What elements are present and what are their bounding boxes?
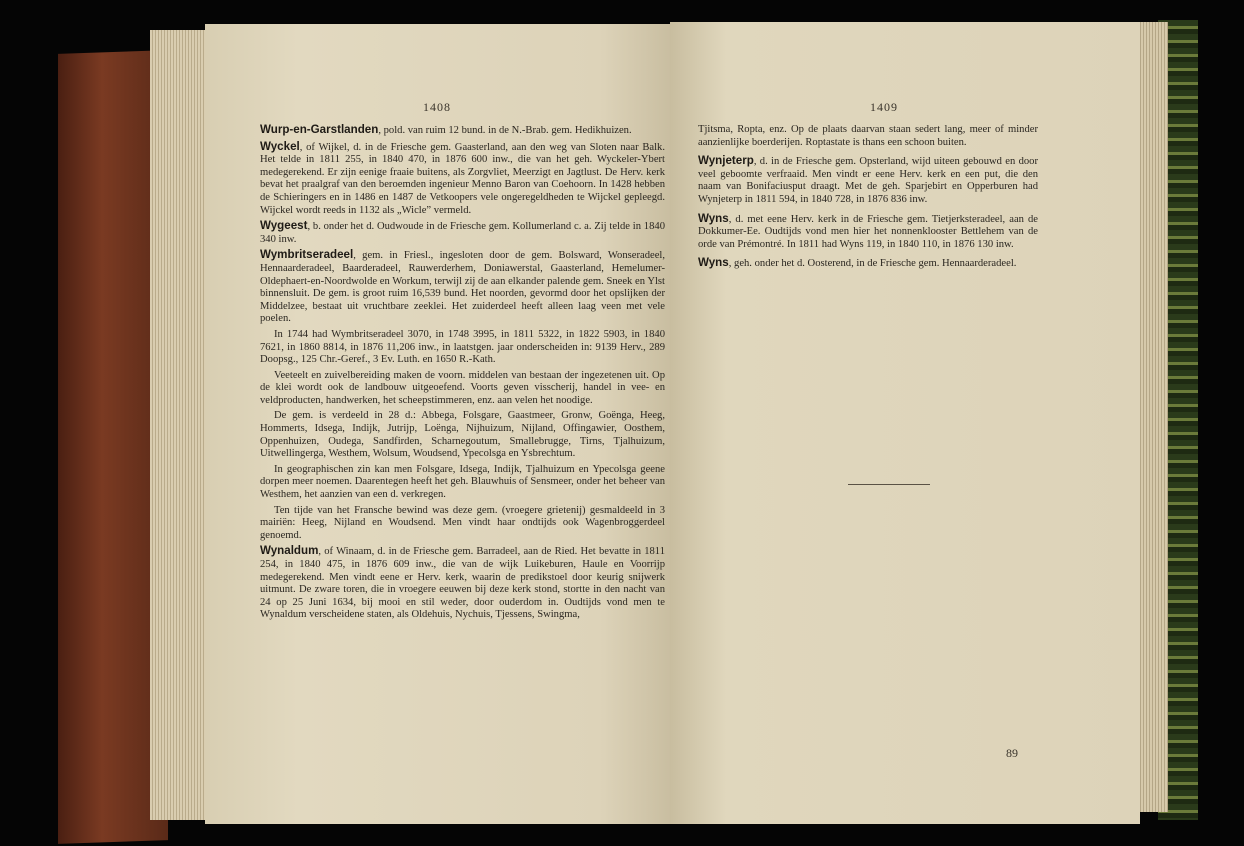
continuation-text: Tjitsma, Ropta, enz. Op de plaats daarvan staan sedert lang, meer of minder aanzienlijke boerderijen. Roptastate is thans een schoon buiten. xyxy=(698,124,1038,148)
entry-text: , gem. in Friesl., ingesloten door de gem. Bolsward, Wonseradeel, Hennaarderadeel, Baarderadeel, Rauwerderhem, Doniawerstal, Gaasterland, Hemelumer-Oldephaert-en-Noordwolde en Workum, terwijl zij de aan elkander palende gem. Sneek en Ylst binnensluit. De gem. is groot ruim 16,539 bund. Het noorden, gevormd door het opslijken der Middelzee, bestaat uit vruchtbare zeeklei. Het zuiderdeel heeft alleen laag veen met vele poelen. xyxy=(260,250,665,325)
headword: Wyns xyxy=(698,256,729,270)
left-page xyxy=(205,24,670,824)
headword: Wyckel xyxy=(260,139,300,153)
entry xyxy=(260,249,665,326)
paragraph: In geographischen zin kan men Folsgare, Idsega, Indijk, Tjalhuizum en Ypecolsga geene dorpen meer noemen. Daarentegen heeft het geh. Blauwhuis of Sensmeer, onder het beheer van Westhem, het aanzien van een d. verkregen. xyxy=(260,463,665,501)
paragraph: In 1744 had Wymbritseradeel 3070, in 1748 3995, in 1811 5322, in 1822 5903, in 1840 7621, in 1860 8814, in 1876 11,206 inw., in laatstgen. jaar onderscheiden in: 9139 Herv., 289 Doopsg., 125 Chr.-Geref., 3 Ev. Luth. en 1650 R.-Kath. xyxy=(260,328,665,366)
entry-text: , geh. onder het d. Oosterend, in de Friesche gem. Hennaarderadeel. xyxy=(728,258,1017,270)
entry-text: , pold. van ruim 12 bund. in de N.-Brab. gem. Hedikhuizen. xyxy=(378,125,632,136)
right-column xyxy=(698,124,1038,274)
headword: Wyns xyxy=(698,211,729,225)
entry-text: , of Winaam, d. in de Friesche gem. Barradeel, aan de Ried. Het bevatte in 1811 254, in 1840 475, in 1876 609 inw., die van de wijk Luikeburen, Haule en Voorrijp medegerekend. Men vindt eene er Herv. kerk, waarin de predikstoel door keurig snijwerk uitmunt. De zware toren, die in vroegere eeuwen bij deze kerk stond, stortte in den nacht van 24 op 25 Juni 1634, bij mooi en stil weder, door ouderdom in. Oudtijds vond men te Wynaldum verscheidene staten, als Oldehuis, Nychuis, Tjessens, Swingma, xyxy=(260,546,665,621)
right-page xyxy=(670,22,1140,824)
headword: Wygeest xyxy=(260,219,308,233)
entry xyxy=(698,257,1038,271)
left-column xyxy=(260,124,665,625)
entry-text: , d. in de Friesche gem. Opsterland, wijd uiteen gebouwd en door veel geboomte verfraaid. Men vindt er eene Herv. kerk en een put, die den naam van Bonifaciusput draagt. Met de geh. Sparjebirt en Opperburen had Wynjeterp in 1811 594, in 1840 728, in 1876 836 inw. xyxy=(698,156,1038,205)
entry-text: , b. onder het d. Oudwoude in de Friesche gem. Kollumerland c. a. Zij telde in 1840 340 inw. xyxy=(260,221,665,245)
section-divider xyxy=(848,484,930,485)
signature-mark: 89 xyxy=(1006,746,1018,760)
paragraph: De gem. is verdeeld in 28 d.: Abbega, Folsgare, Gaastmeer, Gronw, Goënga, Heeg, Hommerts, Idsega, Indijk, Jutrijp, Loënga, Nijhuizum, Nijland, Offingawier, Oosthem, Oppenhuizen, Oudega, Sandfirden, Scharnegoutum, Smallebrugge, Tirns, Tjalhuizum, Uitwellingerga, Westhem, Wolsum, Woudsend, Ypecolsga en Ysbrechtum. xyxy=(260,410,665,460)
page-number: 1408 xyxy=(423,100,451,114)
entry xyxy=(698,213,1038,252)
paragraph: Ten tijde van het Fransche bewind was deze gem. (vroegere grietenij) gesmaldeeld in 3 mairiën: Heeg, Nijland en Woudsend. Men vindt haar ondtijds ook Wagenbroggerdeel genoemd. xyxy=(260,504,665,541)
entry xyxy=(698,155,1038,206)
entry-text: , of Wijkel, d. in de Friesche gem. Gaasterland, aan den weg van Sloten naar Balk. Het telde in 1811 255, in 1840 470, in 1876 600 inw., die van het geh. Wyckeler-Ybert medegerekend. Er zijn eenige fraaie buitens, als Zorgvliet, Meerzigt en Jagtlust. De Herv. kerk bevat het praalgraf van den beroemden ingenieur Menno Baron van Coehoorn. In 1428 hebben de Schieringers en in 1486 en 1487 de Vetkoopers vele ongeregeldheden te Wijckel gepleegd. Wijckel wordt reeds in 1132 als „Wicle” vermeld. xyxy=(260,141,665,216)
page-number: 1409 xyxy=(870,100,898,114)
headword: Wynaldum xyxy=(260,544,319,558)
paragraph: Veeteelt en zuivelbereiding maken de voorn. middelen van bestaan der ingezetenen uit. Op de klei wordt ook de landbouw uitgeoefend. Voorts geven visscherij, handel in vee- en veldproducten, handwerken, het scheepstimmeren, enz. aan velen het noodige. xyxy=(260,369,665,406)
entry xyxy=(260,124,665,138)
entry xyxy=(260,141,665,218)
entry-text: , d. met eene Herv. kerk in de Friesche gem. Tietjerksteradeel, aan de Dokkumer-Ee. Oudtijds vond men hier het nonnenklooster Bettlehem van de orde van Prémontré. In 1811 had Wyns 119, in 1840 110, in 1876 130 inw. xyxy=(698,213,1038,250)
entry xyxy=(260,220,665,246)
entry xyxy=(260,545,665,622)
headword: Wurp-en-Garstlanden xyxy=(260,123,379,136)
headword: Wynjeterp xyxy=(698,154,754,168)
headword: Wymbritseradeel xyxy=(260,248,354,262)
page-edges-right xyxy=(1138,22,1168,812)
page-edges-left xyxy=(150,30,210,820)
